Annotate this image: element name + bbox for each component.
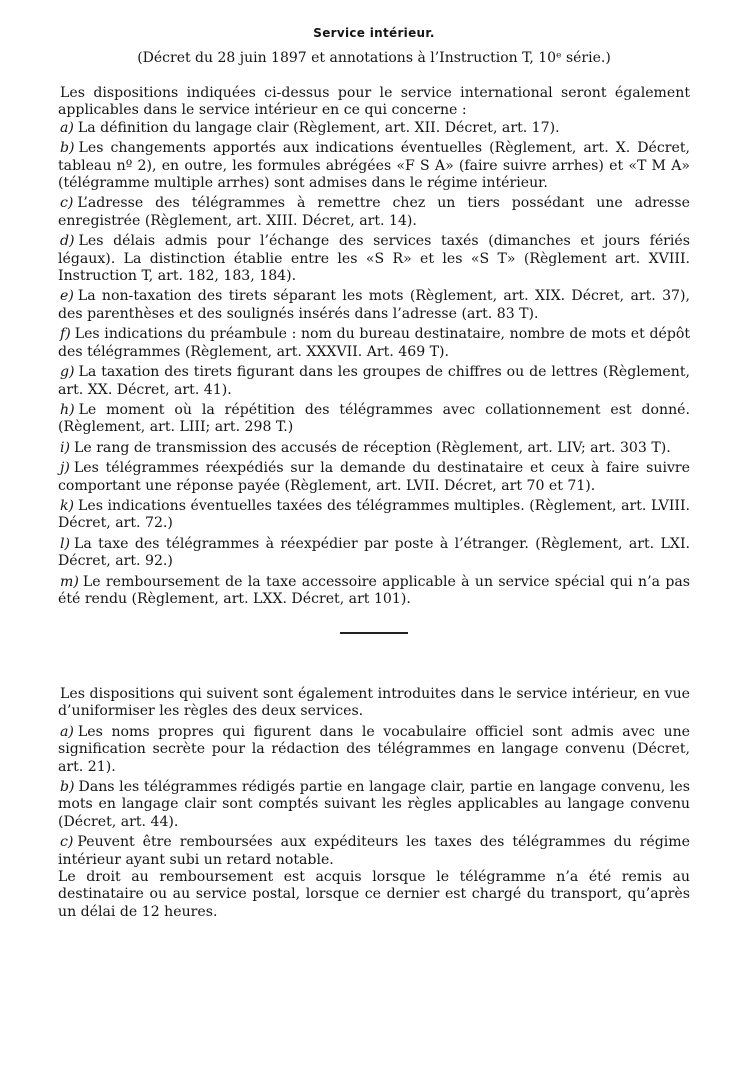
list-item-b	[58, 140, 690, 192]
item-text: Le moment où la répétition des télégrammes avec collationnement est donné. (Règlement, art. LIII; art. 298 T.)	[58, 401, 690, 436]
section-2	[58, 686, 690, 921]
document-page	[58, 26, 690, 921]
section-2-intro: Les dispositions qui suivent sont également introduites dans le service intérieur, en vue d’uniformiser les règles des deux services.	[58, 685, 690, 720]
item-label: h)	[60, 401, 75, 418]
list-item-b	[58, 779, 690, 831]
list-item-j	[58, 460, 690, 495]
closing-paragraph: Le droit au remboursement est acquis lorsque le télégramme n’a été remis au destinataire ou au service postal, lorsque ce dernier est chargé du transport, qu’après un délai de 12 heures.	[58, 869, 690, 920]
item-text: La non-taxation des tirets séparant les mots (Règlement, art. XIX. Décret, art. 37), des parenthèses et des soulignés insérés dans l’adresse (art. 83 T).	[58, 288, 690, 322]
item-text: La définition du langage clair (Règlement, art. XII. Décret, art. 17).	[77, 119, 560, 136]
section-1	[58, 85, 690, 608]
item-text: Les délais admis pour l’échange des services taxés (dimanches et jours fériés légaux). La distinction établie entre les «S R» et les «S T» (Règlement art. XVIII. Instruction T, art. 182, 183, 184).	[58, 233, 690, 285]
item-label: f)	[60, 326, 71, 343]
item-label: g)	[60, 364, 75, 381]
item-text: Dans les télégrammes rédigés partie en langage clair, partie en langage convenu, les mots en langage clair sont comptés suivant les règles applicables au langage convenu (Décret, art. 44).	[58, 779, 690, 830]
item-label: l)	[60, 535, 71, 552]
item-label: b)	[60, 779, 75, 795]
item-text: La taxe des télégrammes à réexpédier par poste à l’étranger. (Règlement, art. LXI. Décret, art. 92.)	[58, 535, 690, 570]
item-text: La taxation des tirets figurant dans les groupes de chiffres ou de lettres (Règlement, art. XX. Décret, art. 41).	[58, 364, 690, 398]
item-text: Le rang de transmission des accusés de réception (Règlement, art. LIV; art. 303 T).	[74, 439, 671, 456]
item-label: e)	[60, 288, 74, 305]
list-item-m	[58, 574, 690, 609]
item-label: a)	[60, 119, 74, 136]
section-divider	[340, 632, 408, 634]
list-item-c	[58, 195, 690, 230]
item-label: c)	[60, 195, 74, 212]
list-item-l	[58, 536, 690, 571]
list-item-i	[58, 440, 690, 457]
item-label: b)	[60, 140, 75, 157]
list-item-a	[58, 724, 690, 776]
item-text: Les changements apportés aux indications éventuelles (Règlement, art. X. Décret, tableau nº 2), en outre, les formules abrégées «F S A» (faire suivre arrhes) et «T M A» (télégramme multiple arrhes) sont admises dans le régime intérieur.	[58, 140, 690, 192]
item-text: Les indications du préambule : nom du bureau destinataire, nombre de mots et dépôt des télégrammes (Règlement, art. XXXVII. Art. 469 T).	[58, 326, 690, 360]
list-item-f	[58, 326, 690, 361]
page-title: Service intérieur.	[313, 26, 435, 40]
item-label: k)	[60, 497, 75, 514]
list-item-c	[58, 834, 690, 869]
list-item-k	[58, 498, 690, 533]
list-item-g	[58, 364, 690, 399]
page-subtitle: (Décret du 28 juin 1897 et annotations à l’Instruction T, 10ᵉ série.)	[137, 50, 611, 66]
item-label: m)	[60, 573, 79, 590]
list-item-a	[58, 120, 690, 137]
item-text: L’adresse des télégrammes à remettre chez un tiers possédant une adresse enregistrée (Règlement, art. XIII. Décret, art. 14).	[58, 195, 690, 229]
item-label: a)	[60, 723, 74, 740]
item-label: c)	[60, 834, 74, 851]
item-text: Le remboursement de la taxe accessoire applicable à un service spécial qui n’a pas été rendu (Règlement, art. LXX. Décret, art 101).	[58, 573, 690, 607]
list-item-e	[58, 288, 690, 323]
section-1-intro: Les dispositions indiquées ci-dessus pour le service international seront également applicables dans le service intérieur en ce qui concerne :	[58, 85, 690, 119]
item-label: i)	[60, 439, 71, 456]
item-text: Les indications éventuelles taxées des télégrammes multiples. (Règlement, art. LVIII. Décret, art. 72.)	[58, 497, 690, 532]
item-label: d)	[60, 233, 75, 250]
item-text: Les télégrammes réexpédiés sur la demande du destinataire et ceux à faire suivre comportant une réponse payée (Règlement, art. LVII. Décret, art 70 et 71).	[58, 460, 690, 494]
item-text: Peuvent être remboursées aux expéditeurs les taxes des télégrammes du régime intérieur ayant subi un retard notable.	[58, 834, 690, 868]
item-label: j)	[60, 460, 70, 477]
list-item-h	[58, 402, 690, 437]
list-item-d	[58, 233, 690, 285]
item-text: Les noms propres qui figurent dans le vocabulaire officiel sont admis avec une signification secrète pour la rédaction des télégrammes en langage convenu (Décret, art. 21).	[58, 723, 690, 775]
